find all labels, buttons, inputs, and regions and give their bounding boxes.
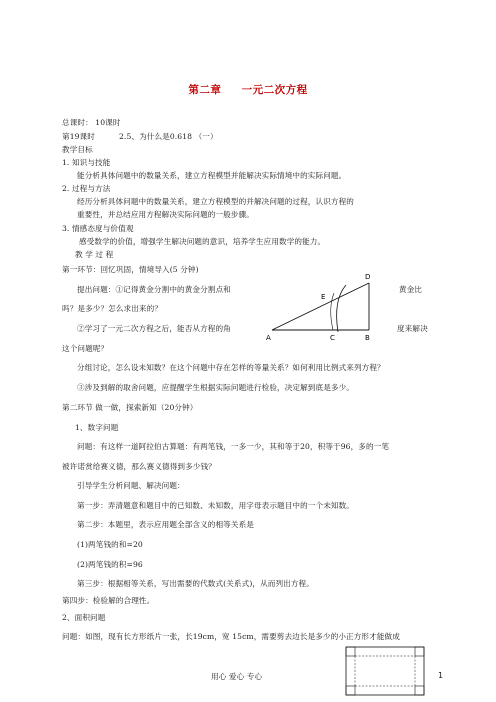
step-two: 第二步：本题里，表示应用题全部含义的相等关系是	[77, 520, 254, 529]
objective-3-heading: 3. 情感态度与价值观	[62, 224, 134, 233]
process-heading: 教 学 过 程	[75, 250, 114, 259]
step1-question1-cont: 吗？是多少？怎么求出来的？	[62, 304, 163, 313]
number-problem-line1: 问题：有这样一道阿拉伯古算题：有两笔钱，一多一少，其和等于20，积等于96，多的一笔	[77, 442, 390, 451]
arc-ec	[331, 293, 334, 330]
objective-2-heading: 2. 过程与方法	[62, 184, 111, 193]
step1-discussion: 分组讨论，怎么设未知数？在这个问题中存在怎样的等量关系？如何利用比例式来列方程？	[77, 363, 385, 372]
objective-1-heading: 1. 知识与技能	[62, 158, 111, 167]
chapter-name: 一元二次方程	[241, 84, 308, 96]
corner-square	[346, 686, 355, 695]
step1-question1: 提出问题：①记得黄金分割中的黄金分割点和	[77, 285, 231, 294]
paper-outline	[346, 647, 424, 695]
label-b: B	[365, 334, 370, 342]
label-e: E	[321, 293, 326, 301]
chapter-number: 第二章	[188, 84, 222, 96]
lesson-title: 2.5、为什么是0.618 （一）	[119, 132, 218, 141]
number-problem-heading: 1、数字问题	[75, 423, 119, 432]
lesson-number: 第19课时	[62, 132, 95, 141]
label-c: C	[330, 334, 335, 342]
step1-question2: ②学习了一元二次方程之后，能否从方程的角	[77, 324, 231, 333]
area-problem-heading: 2、面积问题	[62, 613, 106, 622]
equation-sum: (1)两笔钱的和=20	[77, 540, 143, 549]
corner-square	[415, 686, 424, 695]
objective-2-text: 经历分析具体问题中的数量关系，建立方程模型的并解决问题的过程，认识方程的	[77, 197, 354, 206]
step2-heading: 第二环节 做一做，探索新知（20分钟）	[62, 403, 198, 412]
golden-ratio-figure	[258, 268, 386, 346]
objective-1-text: 能分析具体问题中的数量关系，建立方程模型并能解决实际情境中的实际问题。	[77, 171, 347, 180]
objective-3-text: 感受数学的价值，增强学生解决问题的意识，培养学生应用数学的能力。	[79, 237, 326, 246]
step-three: 第三步：根据相等关系，写出需要的代数式(关系式)，从而列出方程。	[77, 579, 314, 588]
footer-slogan: 用心 爱心 专心	[211, 672, 263, 681]
page-number: 1	[438, 671, 444, 680]
number-problem-line2: 被许诺赏给赛义德，那么赛义德得到多少钱？	[62, 462, 216, 471]
step1-heading: 第一环节：回忆巩固，情境导入(5 分钟)	[62, 265, 199, 274]
chapter-title	[0, 82, 496, 97]
guide-text: 引导学生分析问题、解决问题：	[77, 481, 185, 490]
paper-box-figure	[344, 645, 426, 697]
objectives-heading: 教学目标	[62, 145, 93, 154]
area-problem-text: 问题：如图，现有长方形纸片一张，长19cm，宽 15cm，需要剪去边长是多少的小正方形才能做成	[62, 632, 400, 641]
equation-product: (2)两笔钱的积=96	[77, 560, 143, 569]
step-four: 第四步：检验解的合理性。	[62, 596, 155, 605]
step1-question2-cont: 这个问题呢？	[62, 344, 109, 353]
label-d: D	[365, 273, 371, 281]
step-one: 第一步：弄清题意和题目中的已知数、未知数，用字母表示题目中的一个未知数。	[77, 501, 354, 510]
objective-2-text: 重要性，并总结应用方程解决实际问题的一般步骤。	[77, 210, 254, 219]
step1-question1-end: 黄金比	[399, 285, 423, 294]
step1-question2-end: 度来解决	[397, 324, 428, 333]
total-hours: 总课时： 10课时	[62, 118, 121, 127]
segment-ad	[272, 283, 369, 330]
label-a: A	[266, 334, 271, 342]
corner-square	[346, 647, 355, 656]
corner-square	[415, 647, 424, 656]
arc-de	[337, 285, 346, 332]
step1-note: ③涉及到解的取舍问题，应提醒学生根据实际问题进行检验，决定解到底是多少。	[77, 383, 354, 392]
